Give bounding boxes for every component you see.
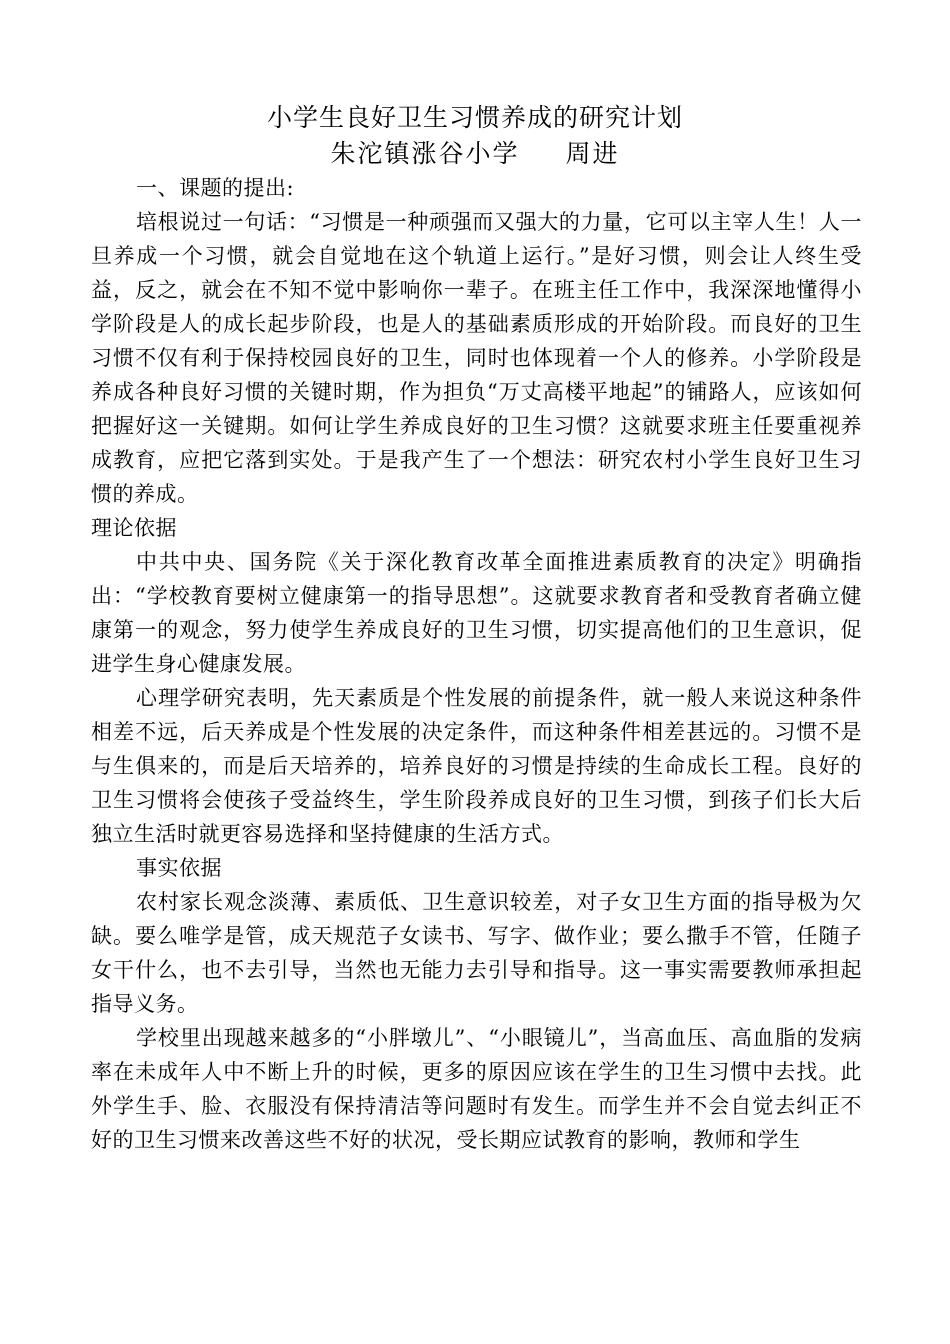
author-name: 周进	[565, 139, 620, 168]
author-line	[0, 136, 950, 172]
document-title: 小学生良好卫生习惯养成的研究计划	[266, 103, 683, 132]
paragraph-facts-2: 学校里出现越来越多的“小胖墩儿”、“小眼镜儿”，当高血压、高血脂的发病率在未成年人中不断上升的时候，更多的原因应该在学生的卫生习惯中去找。此外学生手、脸、衣服没有保持清洁等问题时有发生。而学生并不会自觉去纠正不好的卫生习惯来改善这些不好的状况，受长期应试教育的影响，教师和学生	[91, 1026, 862, 1152]
paragraph-intro: 培根说过一句话：“习惯是一种顽强而又强大的力量，它可以主宰人生！人一旦养成一个习惯，就会自觉地在这个轨道上运行。”是好习惯，则会让人终生受益，反之，就会在不知不觉中影响你一辈子。在班主任工作中，我深深地懂得小学阶段是人的成长起步阶段，也是人的基础素质形成的开始阶段。而良好的卫生习惯不仅有利于保持校园良好的卫生，同时也体现着一个人的修养。小学阶段是养成各种良好习惯的关键时期，作为担负“万丈高楼平地起”的铺路人，应该如何把握好这一关键期。如何让学生养成良好的卫生习惯？这就要求班主任要重视养成教育，应把它落到实处。于是我产生了一个想法：研究农村小学生良好卫生习惯的养成。	[91, 210, 862, 506]
section-heading-topic: 一、课题的提出:	[136, 176, 295, 200]
document-body	[91, 171, 862, 1157]
section-heading-facts: 事实依据	[136, 856, 222, 880]
section-heading-theory: 理论依据	[91, 516, 177, 540]
school-name: 朱沱镇涨谷小学	[330, 139, 520, 168]
paragraph-theory-1: 中共中央、国务院《关于深化教育改革全面推进素质教育的决定》明确指出：“学校教育要树立健康第一的指导思想”。这就要求教育者和受教育者确立健康第一的观念，努力使学生养成良好的卫生习惯，切实提高他们的卫生意识，促进学生身心健康发展。	[91, 550, 862, 676]
paragraph-facts-1: 农村家长观念淡薄、素质低、卫生意识较差，对子女卫生方面的指导极为欠缺。要么唯学是管，成天规范子女读书、写字、做作业；要么撒手不管，任随子女干什么，也不去引导，当然也无能力去引导和指导。这一事实需要教师承担起指导义务。	[91, 890, 862, 1016]
paragraph-theory-2: 心理学研究表明，先天素质是个性发展的前提条件，就一般人来说这种条件相差不远，后天养成是个性发展的决定条件，而这种条件相差甚远的。习惯不是与生俱来的，而是后天培养的，培养良好的习惯是持续的生命成长工程。良好的卫生习惯将会使孩子受益终生，学生阶段养成良好的卫生习惯，到孩子们长大后独立生活时就更容易选择和坚持健康的生活方式。	[91, 686, 862, 846]
